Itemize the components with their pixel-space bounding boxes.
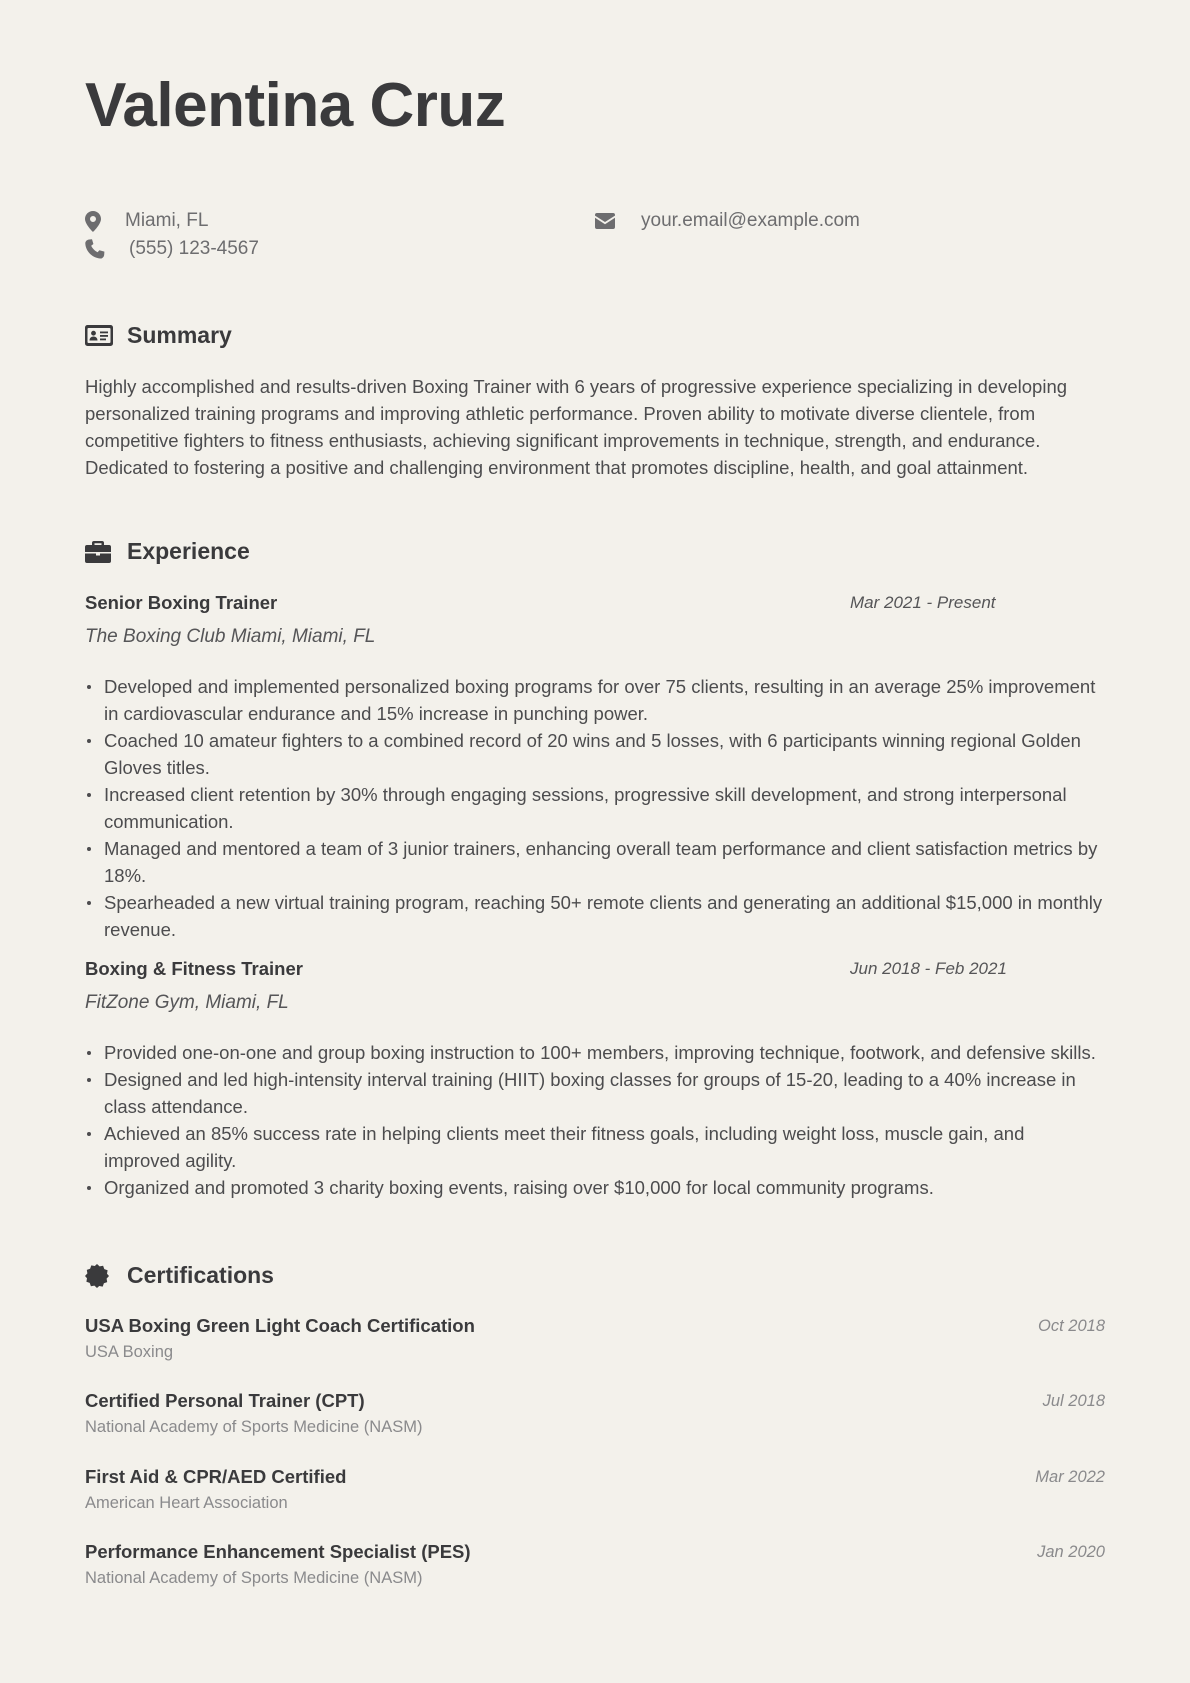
contact-email: [595, 210, 860, 232]
contact-info: [85, 210, 1105, 270]
map-pin-icon: [85, 211, 125, 232]
certification-item: [85, 1466, 1105, 1522]
certification-item: [85, 1541, 1105, 1597]
job-company: FitZone Gym, Miami, FL: [85, 992, 289, 1013]
summary-title: Summary: [127, 322, 232, 348]
certifications-title: Certifications: [127, 1262, 274, 1288]
job-bullets: [85, 673, 1105, 943]
job-bullet: Achieved an 85% success rate in helping clients meet their fitness goals, including weight loss, muscle gain, and improved agility.: [85, 1120, 1105, 1174]
cert-issuer: National Academy of Sports Medicine (NASM): [85, 1569, 423, 1587]
id-card-icon: [85, 325, 127, 346]
cert-date: Jan 2020: [1037, 1543, 1105, 1561]
phone-icon: [85, 239, 129, 259]
job-bullets: [85, 1039, 1105, 1201]
cert-issuer: American Heart Association: [85, 1494, 288, 1512]
job-bullet: Increased client retention by 30% through engaging sessions, progressive skill development, and strong interpersonal communication.: [85, 781, 1105, 835]
job-date: Jun 2018 - Feb 2021: [850, 959, 1007, 978]
cert-date: Oct 2018: [1038, 1317, 1105, 1335]
certifications-heading: [85, 1262, 274, 1289]
contact-phone: [85, 238, 259, 260]
cert-name: First Aid & CPR/AED Certified: [85, 1466, 347, 1487]
job-company: The Boxing Club Miami, Miami, FL: [85, 626, 376, 647]
cert-date: Jul 2018: [1042, 1392, 1105, 1410]
certification-item: [85, 1390, 1105, 1446]
job-bullet: Coached 10 amateur fighters to a combined record of 20 wins and 5 losses, with 6 participants winning regional Golden Gloves titles.: [85, 727, 1105, 781]
phone-text: (555) 123-4567: [129, 238, 259, 259]
job-bullet: Provided one-on-one and group boxing instruction to 100+ members, improving technique, footwork, and defensive skills.: [85, 1039, 1105, 1066]
envelope-icon: [595, 213, 641, 229]
experience-heading: [85, 538, 250, 565]
location-text: Miami, FL: [125, 210, 209, 231]
experience-title: Experience: [127, 538, 250, 564]
cert-date: Mar 2022: [1035, 1468, 1105, 1486]
candidate-name: Valentina Cruz: [85, 71, 506, 140]
summary-heading: [85, 322, 232, 349]
job-date: Mar 2021 - Present: [850, 593, 996, 612]
job-bullet: Managed and mentored a team of 3 junior trainers, enhancing overall team performance and client satisfaction metrics by 18%.: [85, 835, 1105, 889]
summary-text: Highly accomplished and results-driven Boxing Trainer with 6 years of progressive experience specializing in developing personalized training programs and improving athletic performance. Proven ability to motivate diverse clientele, from competitive fighters to fitness enthusiasts, achieving significant improvements in technique, strength, and endurance. Dedicated to fostering a positive and challenging environment that promotes discipline, health, and goal attainment.: [85, 376, 1068, 478]
contact-location: [85, 210, 208, 232]
cert-name: USA Boxing Green Light Coach Certification: [85, 1315, 475, 1336]
job-title: Boxing & Fitness Trainer: [85, 958, 303, 979]
job-title: Senior Boxing Trainer: [85, 592, 278, 613]
cert-issuer: National Academy of Sports Medicine (NASM): [85, 1418, 423, 1436]
briefcase-icon: [85, 541, 127, 563]
badge-icon: [85, 1264, 127, 1288]
cert-name: Certified Personal Trainer (CPT): [85, 1390, 365, 1411]
job-bullet: Developed and implemented personalized boxing programs for over 75 clients, resulting in an average 25% improvement in cardiovascular endurance and 15% increase in punching power.: [85, 673, 1105, 727]
certification-item: [85, 1315, 1105, 1371]
cert-name: Performance Enhancement Specialist (PES): [85, 1541, 471, 1562]
email-text: your.email@example.com: [641, 210, 860, 231]
cert-issuer: USA Boxing: [85, 1343, 174, 1361]
job-bullet: Designed and led high-intensity interval training (HIIT) boxing classes for groups of 15-20, leading to a 40% increase in class attendance.: [85, 1066, 1105, 1120]
job-bullet: Organized and promoted 3 charity boxing events, raising over $10,000 for local community programs.: [85, 1174, 1105, 1201]
job-bullet: Spearheaded a new virtual training program, reaching 50+ remote clients and generating an additional $15,000 in monthly revenue.: [85, 889, 1105, 943]
